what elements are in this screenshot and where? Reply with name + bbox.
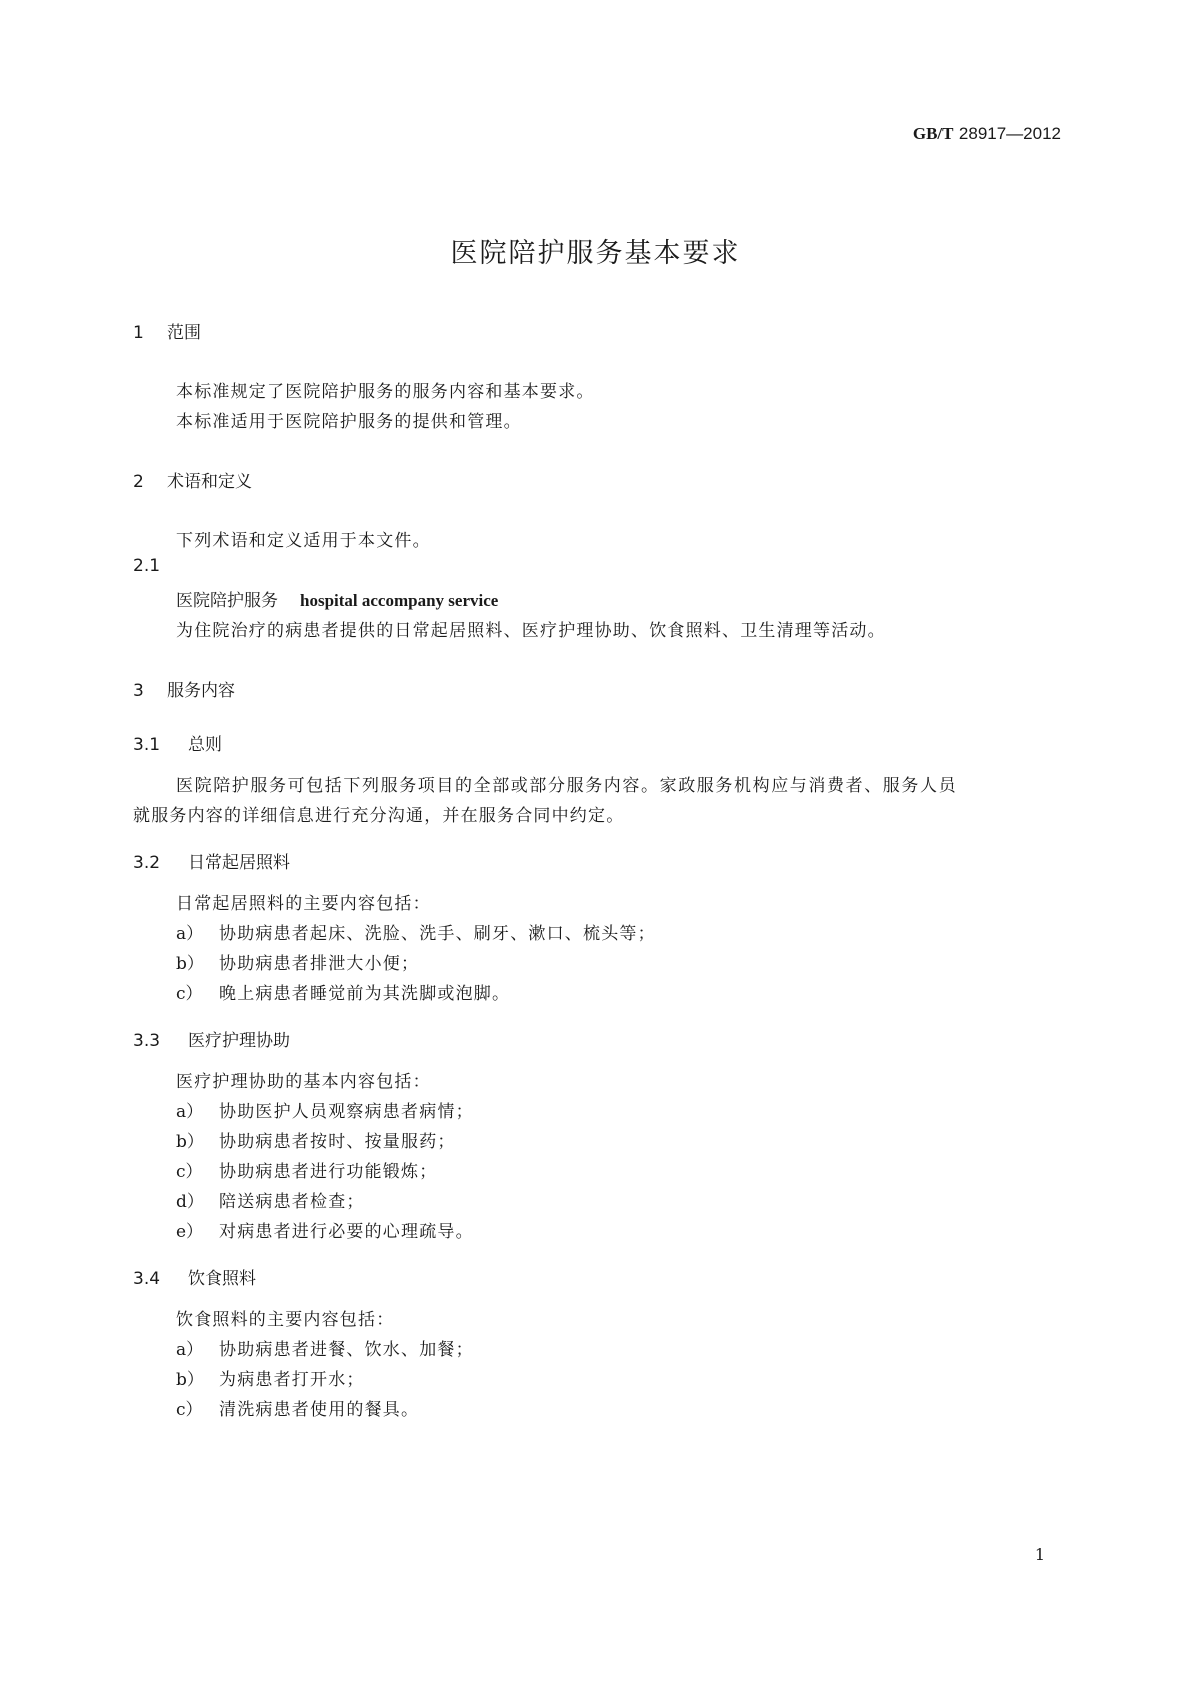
list-text: 清洗病患者使用的餐具。 [219, 1400, 420, 1420]
list-marker: b） [176, 1370, 204, 1390]
section-3-4-heading [133, 1264, 256, 1289]
document-title: 医院陪护服务基本要求 [450, 238, 741, 269]
section-3-3-heading [133, 1026, 290, 1051]
list-item [176, 1097, 474, 1122]
section-title: 医疗护理协助 [188, 1031, 290, 1051]
list-marker: b） [176, 1132, 204, 1152]
standard-prefix: GB/T [912, 124, 954, 143]
list-marker: a） [176, 1340, 204, 1360]
term-en: hospital accompany service [300, 591, 499, 610]
list-item [176, 1127, 456, 1152]
list-intro: 日常起居照料的主要内容包括： [176, 894, 431, 914]
paragraph: 本标准规定了医院陪护服务的服务内容和基本要求。 [176, 382, 595, 402]
list-item [176, 979, 510, 1004]
page-number: 1 [1034, 1545, 1045, 1564]
section-1-heading [133, 318, 201, 343]
section-number: 3.3 [133, 1031, 161, 1051]
section-number: 3.1 [133, 735, 161, 755]
section-title: 总则 [188, 735, 222, 755]
section-title: 范围 [167, 323, 201, 343]
section-2-heading [133, 467, 252, 492]
section-title: 日常起居照料 [188, 853, 290, 873]
term-definition: 为住院治疗的病患者提供的日常起居照料、医疗护理协助、饮食照料、卫生清理等活动。 [176, 621, 886, 641]
section-number: 2 [133, 472, 144, 492]
section-3-heading [133, 676, 235, 701]
list-text: 协助病患者按时、按量服药； [219, 1132, 456, 1152]
section-number: 3 [133, 681, 144, 701]
list-text: 为病患者打开水； [219, 1370, 365, 1390]
list-item [176, 1365, 365, 1390]
section-title: 术语和定义 [167, 472, 252, 492]
list-text: 协助医护人员观察病患者病情； [219, 1102, 474, 1122]
list-item [176, 1217, 474, 1242]
list-marker: e） [176, 1222, 204, 1242]
list-intro: 医疗护理协助的基本内容包括： [176, 1072, 431, 1092]
section-3-1-heading [133, 730, 222, 755]
list-item [176, 1395, 419, 1420]
standard-number: 28917—2012 [958, 124, 1061, 143]
list-marker: d） [176, 1192, 204, 1212]
section-title: 服务内容 [167, 681, 235, 701]
section-3-2-heading [133, 848, 290, 873]
list-text: 晚上病患者睡觉前为其洗脚或泡脚。 [219, 984, 511, 1004]
list-text: 对病患者进行必要的心理疏导。 [219, 1222, 474, 1242]
list-marker: c） [176, 1400, 203, 1420]
list-item [176, 1335, 474, 1360]
section-number: 3.2 [133, 853, 161, 873]
section-number: 1 [133, 323, 144, 343]
list-item [176, 1187, 365, 1212]
list-text: 协助病患者进行功能锻炼； [219, 1162, 438, 1182]
section-2-1-number: 2.1 [133, 556, 161, 576]
term-zh: 医院陪护服务 [176, 591, 278, 611]
list-text: 协助病患者进餐、饮水、加餐； [219, 1340, 474, 1360]
list-text: 协助病患者排泄大小便； [219, 954, 420, 974]
list-marker: c） [176, 984, 203, 1004]
paragraph-continuation: 就服务内容的详细信息进行充分沟通，并在服务合同中约定。 [133, 806, 625, 826]
paragraph: 本标准适用于医院陪护服务的提供和管理。 [176, 412, 522, 432]
section-title: 饮食照料 [188, 1269, 256, 1289]
list-marker: a） [176, 924, 204, 944]
term-entry [176, 586, 498, 611]
list-marker: a） [176, 1102, 204, 1122]
list-marker: c） [176, 1162, 203, 1182]
list-text: 陪送病患者检查； [219, 1192, 365, 1212]
list-text: 协助病患者起床、洗脸、洗手、刷牙、漱口、梳头等； [219, 924, 656, 944]
list-marker: b） [176, 954, 204, 974]
list-item [176, 919, 656, 944]
list-item [176, 1157, 437, 1182]
list-item [176, 949, 419, 974]
standard-code [913, 124, 1061, 144]
paragraph: 下列术语和定义适用于本文件。 [176, 531, 431, 551]
section-number: 3.4 [133, 1269, 161, 1289]
paragraph: 医院陪护服务可包括下列服务项目的全部或部分服务内容。家政服务机构应与消费者、服务人员 [176, 776, 958, 796]
list-intro: 饮食照料的主要内容包括： [176, 1310, 395, 1330]
